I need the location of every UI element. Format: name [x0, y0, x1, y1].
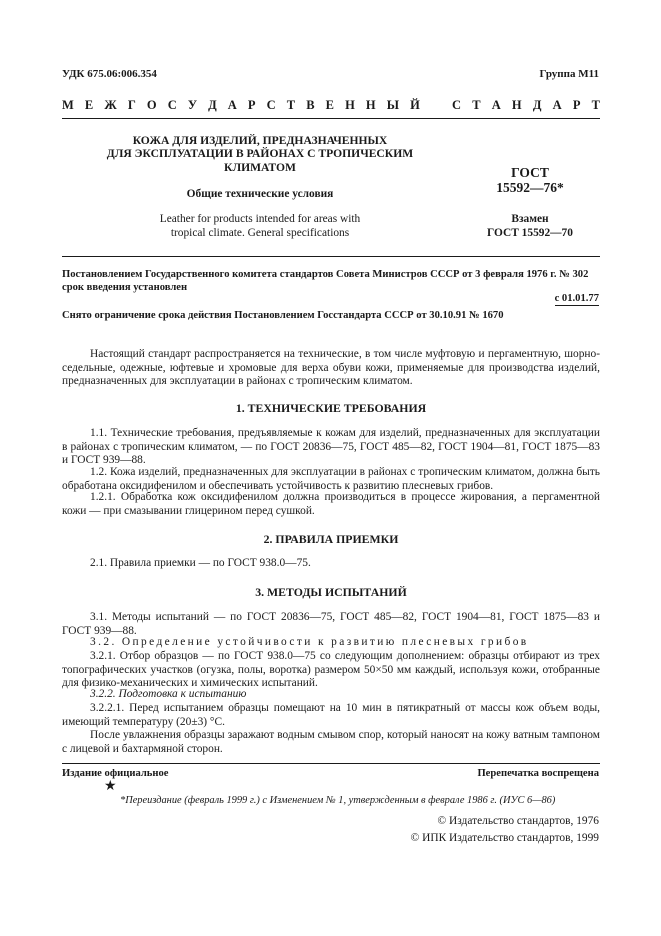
english-title-line: tropical climate. General specifications [170, 227, 350, 239]
subsection-heading: 3.2.2. Подготовка к испытанию [90, 688, 247, 700]
paragraph: После увлажнения образцы заражают водным смывом спор, который наносят на кожу ватным тампоном с лицевой и бахтармяной сторон. [62, 729, 600, 755]
official-edition: Издание официальное [62, 768, 169, 779]
gost-number: 15592—76* [496, 180, 564, 195]
section-heading: 2. ПРАВИЛА ПРИЕМКИ [263, 532, 399, 546]
udk-code: УДК 675.06:006.354 [62, 68, 157, 80]
paragraph: 3.2.2.1. Перед испытанием образцы помещают на 10 мин в пятикратный от массы кож объем воды, имеющий температуру (20±3) °С. [62, 702, 600, 728]
title-line: КЛИМАТОМ [224, 160, 296, 174]
paragraph: 3.1. Методы испытаний — по ГОСТ 20836—75, ГОСТ 485—82, ГОСТ 1904—81, ГОСТ 1875—83 и ГОСТ 939—88. [62, 611, 600, 637]
footer-rule [62, 763, 600, 764]
standard-banner [62, 99, 600, 113]
paragraph: 1.2.1. Обработка кож оксидифенилом должна производиться в процессе жирования, а пергаментной кожи — при смазывании глицерином перед сушкой. [62, 491, 600, 517]
paragraph: 1.2. Кожа изделий, предназначенных для эксплуатации в районах с тропическим климатом, должна быть обработана оксидифенилом и обеспечивать устойчивость к развитию плесневых грибов. [62, 466, 600, 492]
paragraph: 3.2.1. Отбор образцов — по ГОСТ 938.0—75 со следующим дополнением: образцы отбирают из трех топографических участков (огузка, полы, воротка) размером 50×50 мм каждый, используя кожи, отобранные для физико-механических и химических испытаний. [62, 650, 600, 690]
intro-paragraph: Настоящий стандарт распространяется на технические, в том числе муфтовую и пергаментную, шорно-седельные, одежные, юфтевые и хромовые для верха обуви кожи, применяемые для производства изделий, предназначенных для эксплуатации в районах с тропическим климатом. [62, 348, 600, 388]
section-heading: 1. ТЕХНИЧЕСКИЕ ТРЕБОВАНИЯ [235, 401, 427, 415]
group-code: Группа М11 [539, 68, 599, 80]
star-icon: ★ [104, 779, 117, 794]
standard-title [70, 134, 450, 174]
banner-word: М Е Ж Г О С У Д А Р С Т В Е Н Н Ы Й [62, 98, 420, 112]
standard-subtitle: Общие технические условия [186, 188, 334, 200]
decree-text [62, 268, 600, 294]
banner-rule [62, 118, 600, 119]
subsection-heading: 3.2. Определение устойчивости к развитию плесневых грибов [90, 636, 529, 648]
paragraph: 2.1. Правила приемки — по ГОСТ 938.0—75. [90, 557, 311, 569]
decree-line: Постановлением Государственного комитета стандартов Совета Министров СССР от 3 февраля 1976 г. № 302 [62, 269, 589, 280]
copyright-line: © Издательство стандартов, 1976 [437, 815, 599, 827]
restriction-note: Снято ограничение срока действия Постановлением Госстандарта СССР от 30.10.91 № 1670 [62, 310, 504, 321]
banner-word: С Т А Н Д А Р Т [452, 98, 600, 112]
english-title-line: Leather for products intended for areas with [159, 213, 361, 225]
paragraph: 1.1. Технические требования, предъявляемые к кожам для изделий, предназначенных для эксплуатации в районах с тропическим климатом, — по ГОСТ 20836—75, ГОСТ 485—82, ГОСТ 1904—81, ГОСТ 1875—83 и ГОСТ 939—88. [62, 427, 600, 467]
copyright-line: © ИПК Издательство стандартов, 1999 [410, 832, 599, 844]
english-title [130, 212, 390, 240]
replaces-number: ГОСТ 15592—70 [487, 227, 573, 239]
decree-line: срок введения установлен [62, 282, 188, 293]
replaces-block [470, 212, 590, 240]
reprint-notice: Перепечатка воспрещена [477, 768, 599, 779]
replaces-label: Взамен [511, 213, 549, 225]
gost-label: ГОСТ [511, 165, 549, 180]
header-rule [62, 256, 600, 257]
title-line: КОЖА ДЛЯ ИЗДЕЛИЙ, ПРЕДНАЗНАЧЕННЫХ [132, 134, 388, 147]
title-line: ДЛЯ ЭКСПЛУАТАЦИИ В РАЙОНАХ С ТРОПИЧЕСКИМ [106, 147, 414, 161]
effective-date: с 01.01.77 [554, 293, 599, 304]
gost-designation [470, 165, 590, 195]
reissue-note: *Переиздание (февраль 1999 г.) с Изменением № 1, утвержденным в феврале 1986 г. (ИУС 6—86) [120, 795, 556, 806]
section-heading: 3. МЕТОДЫ ИСПЫТАНИЙ [255, 585, 407, 599]
